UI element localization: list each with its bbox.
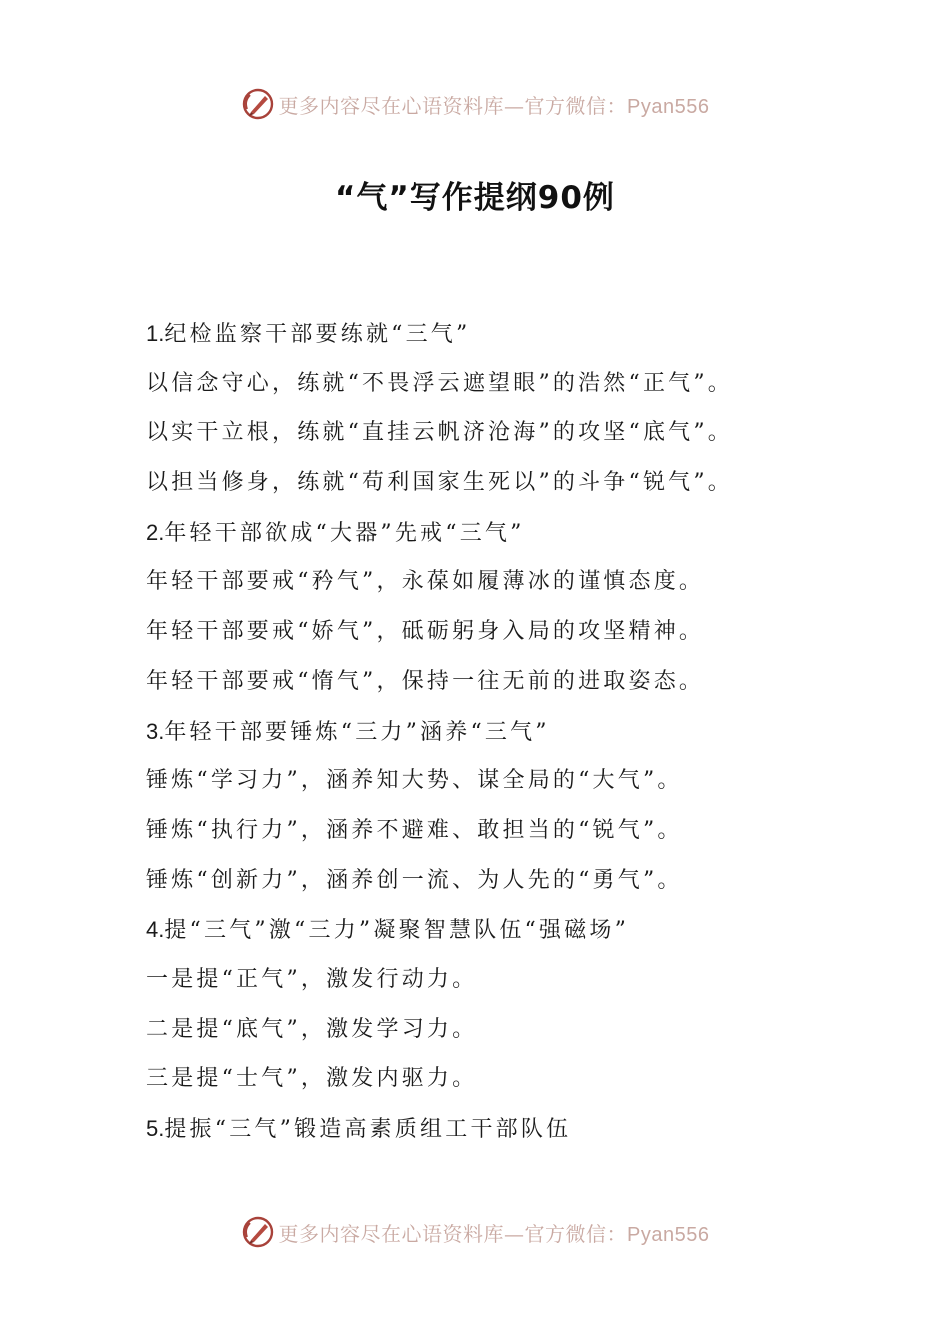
outline-item xyxy=(146,712,846,762)
item-heading: 年轻干部欲成“大器”先戒“三气” xyxy=(164,520,525,546)
point-text: 年轻干部要戒“惰气”，保持一往无前的进取姿态。 xyxy=(146,668,705,694)
pen-logo-icon xyxy=(241,1215,275,1249)
pen-logo-icon xyxy=(241,87,275,121)
outline-item xyxy=(146,910,846,960)
item-heading: 年轻干部要锤炼“三力”涵养“三气” xyxy=(164,719,550,745)
watermark-text: 更多内容尽在心语资料库—官方微信： xyxy=(278,1221,628,1246)
point-text: 锤炼“创新力”，涵养创一流、为人先的“勇气”。 xyxy=(146,867,683,893)
outline-point xyxy=(146,761,846,811)
item-heading: 提振“三气”锻造高素质组工干部队伍 xyxy=(164,1117,572,1142)
item-number: 4. xyxy=(146,917,165,943)
outline-point xyxy=(146,861,846,911)
document-title: “气”写作提纲90例 xyxy=(335,180,615,216)
outline-point xyxy=(146,811,846,861)
point-text: 锤炼“学习力”，涵养知大势、谋全局的“大气”。 xyxy=(146,768,683,794)
outline-point xyxy=(146,562,846,612)
point-text: 以实干立根，练就“直挂云帆济沧海”的攻坚“底气”。 xyxy=(146,420,733,446)
point-text: 一是提“正气”，激发行动力。 xyxy=(146,966,478,992)
outline-point xyxy=(146,413,846,463)
outline-point xyxy=(146,1059,846,1109)
item-number: 2. xyxy=(146,519,165,545)
watermark-wechat-id: Pyan556 xyxy=(627,95,710,118)
point-text: 年轻干部要戒“矜气”，永葆如履薄冰的谨慎态度。 xyxy=(146,569,705,595)
point-text: 以信念守心，练就“不畏浮云遮望眼”的浩然“正气”。 xyxy=(146,370,733,396)
point-text: 二是提“底气”，激发学习力。 xyxy=(146,1016,478,1042)
outline-point xyxy=(146,364,846,414)
point-text: 年轻干部要戒“娇气”，砥砺躬身入局的攻坚精神。 xyxy=(146,619,705,645)
item-heading: 纪检监察干部要练就“三气” xyxy=(164,322,471,347)
item-number: 1. xyxy=(146,321,165,346)
watermark-wechat-id: Pyan556 xyxy=(627,1223,710,1246)
item-number: 3. xyxy=(146,718,165,744)
outline-point xyxy=(146,662,846,712)
item-heading: 提“三气”激“三力”凝聚智慧队伍“强磁场” xyxy=(164,918,630,944)
watermark-text: 更多内容尽在心语资料库—官方微信： xyxy=(278,93,628,118)
outline-point xyxy=(146,612,846,662)
footer-watermark xyxy=(0,1210,950,1254)
outline-item xyxy=(146,513,846,563)
document-body xyxy=(146,314,846,1159)
header-watermark xyxy=(0,82,950,126)
item-number: 5. xyxy=(146,1116,165,1141)
outline-point xyxy=(146,960,846,1010)
point-text: 三是提“士气”，激发内驱力。 xyxy=(146,1066,478,1092)
outline-item xyxy=(146,314,846,364)
point-text: 以担当修身，练就“苟利国家生死以”的斗争“锐气”。 xyxy=(146,470,733,496)
outline-point xyxy=(146,463,846,513)
outline-item xyxy=(146,1109,846,1159)
point-text: 锤炼“执行力”，涵养不避难、敢担当的“锐气”。 xyxy=(146,817,683,843)
outline-point xyxy=(146,1010,846,1060)
